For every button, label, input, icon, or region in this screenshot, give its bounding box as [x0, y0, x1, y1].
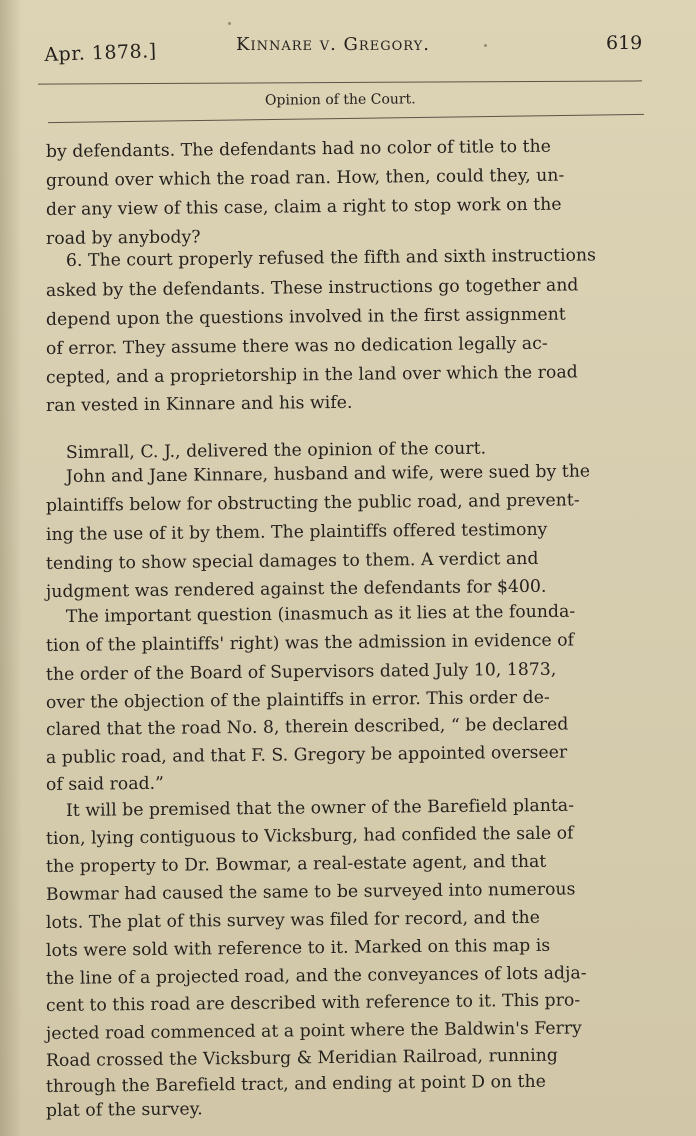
- text-line: the order of the Board of Supervisors dated July 10, 1873,: [45, 659, 557, 685]
- text-line: by defendants. The defendants had no color of title to the: [45, 136, 551, 162]
- text-line: plat of the survey.: [45, 1099, 203, 1121]
- text-line: tion, lying contiguous to Vicksburg, had confided the sale of: [45, 823, 574, 849]
- text-line: jected road commenced at a point where the Baldwin's Ferry: [45, 1018, 582, 1044]
- text-line: Bowmar had caused the same to be surveyed into numerous: [45, 879, 576, 905]
- paper-speck: [228, 22, 231, 25]
- running-head-case-title: Kinnare v. Gregory.: [236, 34, 430, 55]
- text-line: of said road.”: [45, 773, 165, 795]
- text-line: tending to show special damages to them. A verdict and: [45, 548, 539, 574]
- header-rule-top: [38, 80, 642, 84]
- text-line: John and Jane Kinnare, husband and wife, were sued by the: [65, 461, 591, 487]
- text-line: the line of a projected road, and the conveyances of lots adja-: [45, 963, 587, 989]
- text-line: der any view of this case, claim a right to stop work on the: [45, 194, 562, 220]
- text-line: plaintiffs below for obstructing the public road, and prevent-: [45, 490, 580, 516]
- text-line: 6. The court properly refused the fifth and sixth instructions: [65, 245, 597, 271]
- text-line: tion of the plaintiffs' right) was the admission in evidence of: [45, 630, 575, 656]
- text-line: cepted, and a proprietorship in the land over which the road: [45, 362, 578, 388]
- opinion-subheading: Opinion of the Court.: [264, 91, 416, 109]
- text-line: ing the use of it by them. The plaintiffs offered testimony: [45, 519, 548, 545]
- text-line: the property to Dr. Bowmar, a real-estate agent, and that: [45, 851, 547, 877]
- text-line-opinion-author: Simrall, C. J., delivered the opinion of the court.: [65, 438, 487, 463]
- text-line: road by anybody?: [45, 227, 201, 249]
- text-line: judgment was rendered against the defendants for $400.: [45, 576, 547, 602]
- text-line: ran vested in Kinnare and his wife.: [45, 392, 353, 416]
- text-line: asked by the defendants. These instructions go together and: [45, 275, 579, 301]
- page-number: 619: [606, 32, 643, 54]
- text-line: clared that the road No. 8, therein described, “ be declared: [45, 714, 569, 740]
- text-line: lots were sold with reference to it. Marked on this map is: [45, 935, 551, 961]
- text-line: It will be premised that the owner of the Barefield planta-: [65, 795, 575, 821]
- text-line: Road crossed the Vicksburg & Meridian Railroad, running: [45, 1045, 558, 1071]
- text-line: a public road, and that F. S. Gregory be appointed overseer: [45, 742, 568, 768]
- text-line: lots. The plat of this survey was filed for record, and the: [45, 907, 540, 933]
- text-line: depend upon the questions involved in the first assignment: [45, 304, 566, 330]
- text-line: cent to this road are described with reference to it. This pro-: [45, 990, 581, 1016]
- running-head-date: Apr. 1878.]: [44, 40, 157, 66]
- text-line: through the Barefield tract, and ending at point D on the: [45, 1071, 547, 1097]
- text-line: The important question (inasmuch as it lies at the founda-: [65, 601, 576, 627]
- text-line: ground over which the road ran. How, then, could they, un-: [45, 165, 565, 191]
- text-line: over the objection of the plaintiffs in error. This order de-: [45, 687, 550, 713]
- paper-speck: [484, 44, 487, 47]
- page-binding-shadow: [0, 0, 22, 1136]
- text-line: of error. They assume there was no dedication legally ac-: [45, 333, 548, 359]
- header-rule-bottom: [48, 114, 644, 123]
